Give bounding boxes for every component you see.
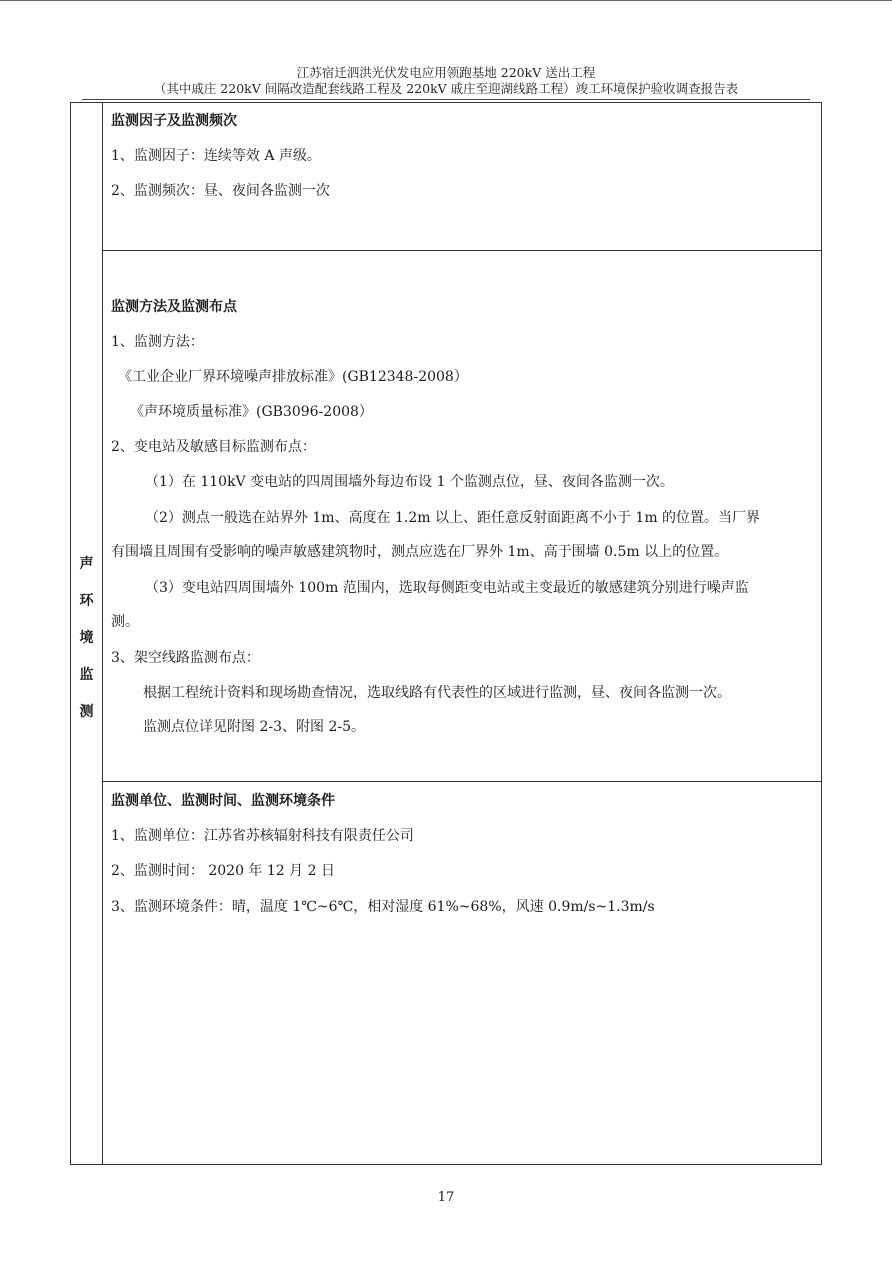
row-divider (102, 250, 822, 251)
header-rule (82, 99, 810, 100)
header-line-2: （其中戚庄 220kV 间隔改造配套线路工程及 220kV 戚庄至迎湖线路工程）竣工环境保护验收调查报告表 (153, 81, 739, 96)
row-divider (102, 781, 822, 782)
header-line-1: 江苏宿迁泗洪光伏发电应用领跑基地 220kV 送出工程 (296, 65, 596, 80)
text-line: 2、变电站及敏感目标监测布点： (111, 439, 316, 455)
text-line: （3）变电站四周围墙外 100m 范围内，选取每侧距变电站或主变最近的敏感建筑分别进行噪声监 (145, 580, 749, 596)
section-title: 监测单位、监测时间、监测环境条件 (111, 793, 335, 809)
side-char: 监 (79, 667, 94, 683)
text-line: 2、监测时间： 2020 年 12 月 2 日 (111, 863, 335, 879)
text-line: 1、监测因子：连续等效 A 声级。 (111, 148, 321, 164)
text-line: 监测点位详见附图 2-3、附图 2-5。 (143, 719, 365, 735)
section-title: 监测方法及监测布点 (111, 299, 237, 315)
side-char: 测 (79, 704, 94, 720)
text-line: （1）在 110kV 变电站的四周围墙外每边布设 1 个监测点位，昼、夜间各监测一次。 (145, 474, 674, 490)
standard-line: 《工业企业厂界环境噪声排放标准》(GB12348-2008） (118, 369, 468, 385)
text-line: 3、监测环境条件：晴，温度 1℃~6℃，相对湿度 61%~68%，风速 0.9m/s~1.3m/s (111, 899, 655, 915)
top-rule (0, 0, 892, 1)
side-label (70, 546, 103, 731)
section-title: 监测因子及监测频次 (111, 113, 237, 129)
side-char: 环 (79, 593, 94, 609)
text-line: 1、监测方法： (111, 334, 204, 350)
text-line: 根据工程统计资料和现场勘查情况，选取线路有代表性的区域进行监测，昼、夜间各监测一次。 (143, 685, 731, 701)
standard-line: 《声环境质量标准》(GB3096-2008） (130, 404, 373, 420)
page-number: 17 (437, 1190, 455, 1205)
side-char: 境 (79, 630, 94, 646)
text-line: 2、监测频次：昼、夜间各监测一次 (111, 183, 330, 199)
text-line: 3、架空线路监测布点： (111, 650, 260, 666)
text-line: （2）测点一般选在站界外 1m、高度在 1.2m 以上、距任意反射面距离不小于 1m 的位置。当厂界 (145, 510, 761, 526)
text-line: 测。 (111, 614, 139, 630)
side-char: 声 (79, 556, 94, 572)
text-line: 有围墙且周围有受影响的噪声敏感建筑物时，测点应选在厂界外 1m、高于围墙 0.5m 以上的位置。 (111, 544, 729, 560)
report-table (70, 102, 822, 1165)
text-line: 1、监测单位：江苏省苏核辐射科技有限责任公司 (111, 828, 414, 844)
